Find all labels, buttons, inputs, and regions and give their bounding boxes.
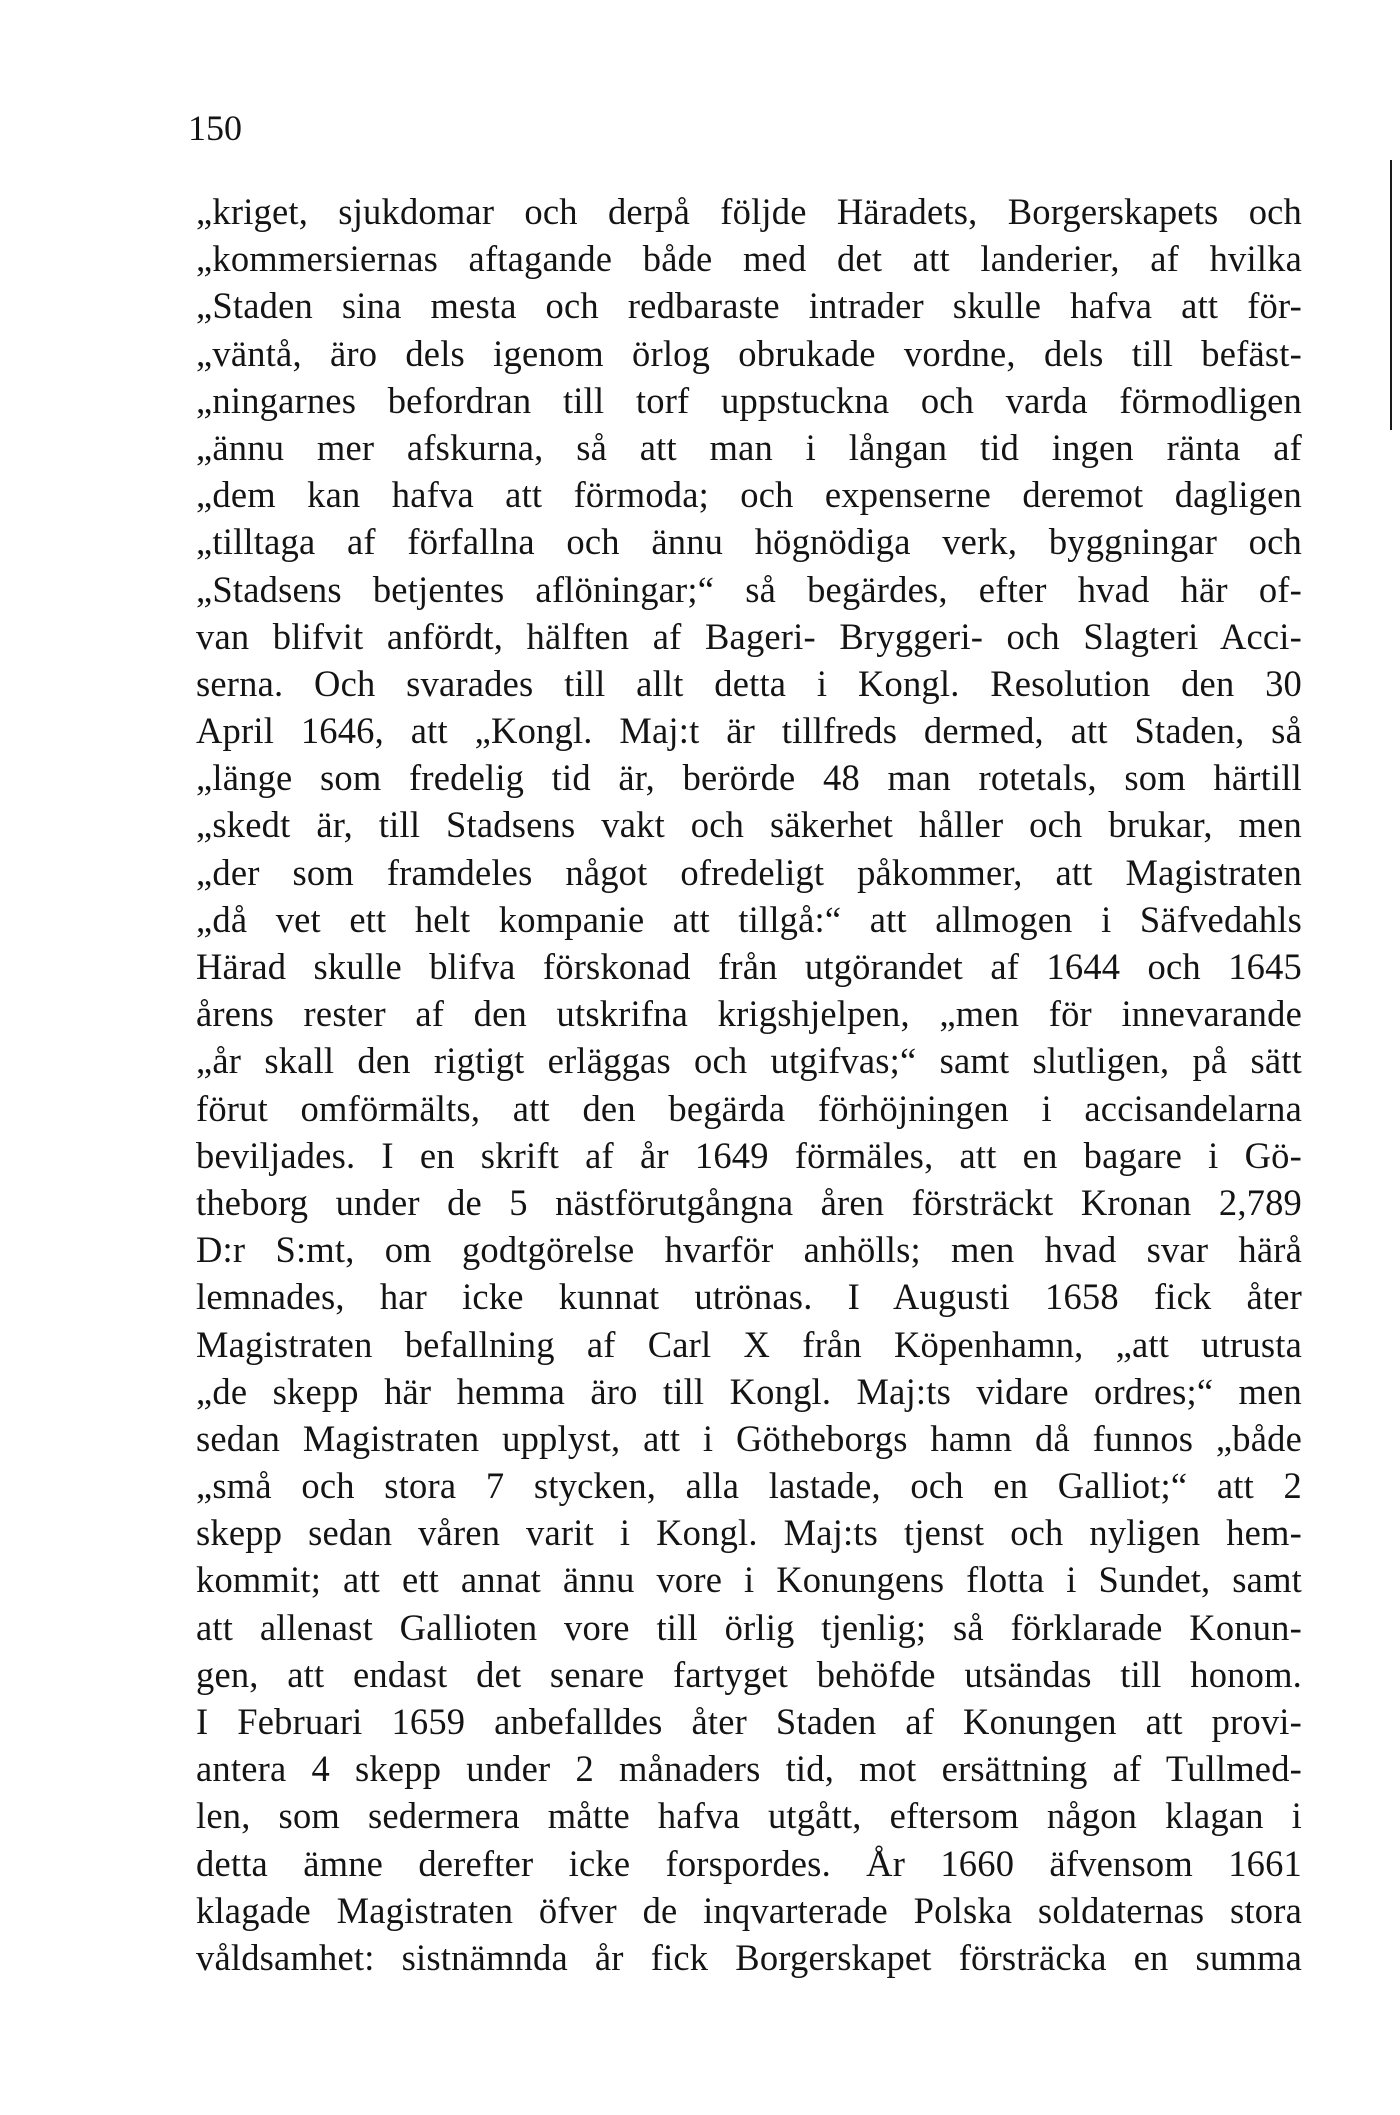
- text-line: förut omförmälts, att den begärda förhöjningen i accisandelarna: [196, 1087, 1302, 1129]
- text-line: årens rester af den utskrifna krigshjelpen, „men för innevarande: [196, 993, 1302, 1035]
- text-line: lemnades, har icke kunnat utrönas. I Augusti 1658 fick åter: [196, 1276, 1302, 1318]
- text-line: „dem kan hafva att förmoda; och expenserne deremot dagligen: [196, 474, 1302, 516]
- text-line: „skedt är, till Stadsens vakt och säkerhet håller och brukar, men: [196, 804, 1302, 846]
- text-line: „Stadsens betjentes aflöningar;“ så begärdes, efter hvad här of-: [196, 568, 1302, 610]
- text-line: „ningarnes befordran till torf uppstuckna och varda förmodligen: [196, 379, 1302, 421]
- text-line: len, som sedermera måtte hafva utgått, eftersom någon klagan i: [196, 1795, 1302, 1837]
- text-line: detta ämne derefter icke forspordes. År 1660 äfvensom 1661: [196, 1842, 1302, 1884]
- text-line: Magistraten befallning af Carl X från Köpenhamn, „att utrusta: [196, 1323, 1302, 1365]
- text-line: „tilltaga af förfallna och ännu högnödiga verk, byggningar och: [196, 521, 1302, 563]
- text-line: D:r S:mt, om godtgörelse hvarför anhölls; men hvad svar härå: [196, 1229, 1302, 1271]
- text-line: antera 4 skepp under 2 månaders tid, mot ersättning af Tullmed-: [196, 1748, 1302, 1790]
- text-line: Härad skulle blifva förskonad från utgörandet af 1644 och 1645: [196, 946, 1302, 987]
- text-line: „ännu mer afskurna, så att man i långan tid ingen ränta af: [196, 426, 1302, 468]
- text-line: våldsamhet: sistnämnda år fick Borgerskapet försträcka en summa: [196, 1936, 1302, 1978]
- text-line: skepp sedan våren varit i Kongl. Maj:ts tjenst och nyligen hem-: [196, 1512, 1302, 1554]
- text-line: „väntå, äro dels igenom örlog obrukade vordne, dels till befäst-: [196, 332, 1302, 374]
- text-line: „små och stora 7 stycken, alla lastade, och en Galliot;“ att 2: [196, 1465, 1302, 1507]
- text-line: „de skepp här hemma äro till Kongl. Maj:ts vidare ordres;“ men: [196, 1370, 1302, 1412]
- text-line: kommit; att ett annat ännu vore i Konungens flotta i Sundet, samt: [196, 1559, 1302, 1601]
- text-line: beviljades. I en skrift af år 1649 förmäles, att en bagare i Gö-: [196, 1134, 1302, 1176]
- text-line: gen, att endast det senare fartyget behöfde utsändas till honom.: [196, 1653, 1302, 1695]
- text-line: I Februari 1659 anbefalldes åter Staden af Konungen att provi-: [196, 1701, 1302, 1742]
- text-line: April 1646, att „Kongl. Maj:t är tillfreds dermed, att Staden, så: [196, 710, 1302, 752]
- text-line: van blifvit anfördt, hälften af Bageri- Bryggeri- och Slagteri Acci-: [196, 615, 1302, 657]
- text-line: klagade Magistraten öfver de inqvarterade Polska soldaternas stora: [196, 1889, 1302, 1931]
- text-line: „kommersiernas aftagande både med det att landerier, af hvilka: [196, 238, 1302, 280]
- text-line: serna. Och svarades till allt detta i Kongl. Resolution den 30: [196, 662, 1302, 704]
- text-line: „år skall den rigtigt erläggas och utgifvas;“ samt slutligen, på sätt: [196, 1040, 1302, 1082]
- text-line: att allenast Gallioten vore till örlig tjenlig; så förklarade Konun-: [196, 1606, 1302, 1648]
- text-line: theborg under de 5 nästförutgångna åren försträckt Kronan 2,789: [196, 1181, 1302, 1223]
- text-line: „der som framdeles något ofredeligt påkommer, att Magistraten: [196, 851, 1302, 893]
- text-line: „då vet ett helt kompanie att tillgå:“ att allmogen i Säfvedahls: [196, 898, 1302, 940]
- text-line: „kriget, sjukdomar och derpå följde Häradets, Borgerskapets och: [196, 191, 1302, 232]
- text-line: „Staden sina mesta och redbaraste intrader skulle hafva att för-: [196, 285, 1302, 327]
- margin-rule: [1390, 160, 1392, 430]
- body-text: [196, 188, 1302, 1981]
- text-line: „länge som fredelig tid är, berörde 48 man rotetals, som härtill: [196, 757, 1302, 799]
- page-number: 150: [188, 108, 242, 148]
- text-line: sedan Magistraten upplyst, att i Götheborgs hamn då funnos „både: [196, 1417, 1302, 1459]
